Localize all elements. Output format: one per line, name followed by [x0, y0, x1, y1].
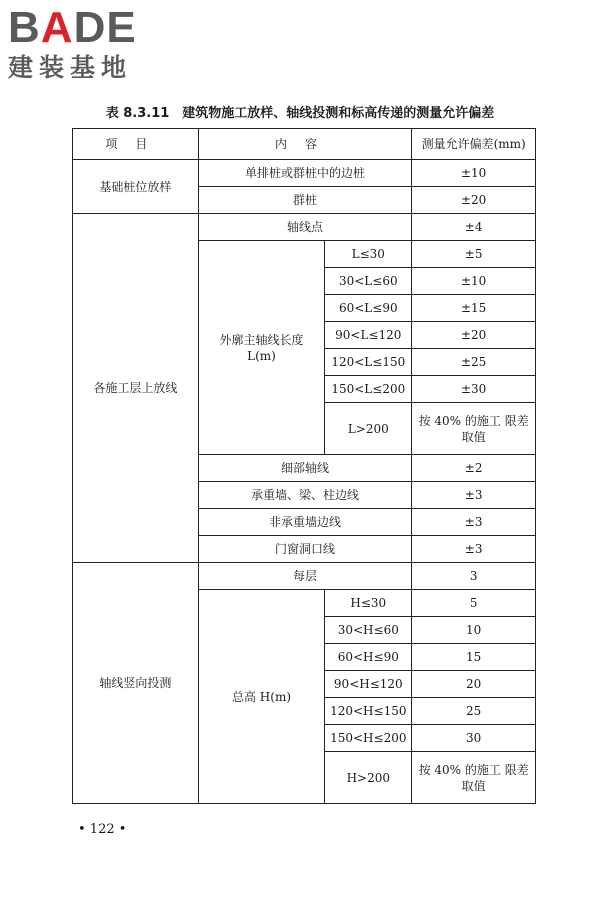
cell-value: 按 40% 的施工 限差取值 — [412, 752, 536, 804]
cell-value: ±3 — [412, 536, 536, 563]
cell-range: L≤30 — [325, 241, 412, 268]
cell-range: 120<L≤150 — [325, 349, 412, 376]
cell-range: 60<H≤90 — [325, 644, 412, 671]
cell-value: ±5 — [412, 241, 536, 268]
cell-range: 30<L≤60 — [325, 268, 412, 295]
cell-range: H>200 — [325, 752, 412, 804]
logo-subtitle: 建装基地 — [8, 53, 133, 82]
cell-range: 150<L≤200 — [325, 376, 412, 403]
brand-logo — [8, 3, 137, 84]
page-number: • 122 • — [78, 822, 127, 837]
cell-value: ±20 — [412, 187, 536, 214]
cell-value: 5 — [412, 590, 536, 617]
logo-wordmark: BADE — [8, 3, 137, 52]
cell-range: 150<H≤200 — [325, 725, 412, 752]
table-caption: 表 8.3.11 建筑物施工放样、轴线投测和标高传递的测量允许偏差 — [105, 106, 495, 121]
table-header-row — [73, 129, 536, 160]
cell-value: ±15 — [412, 295, 536, 322]
group-label-foundation: 基础桩位放样 — [73, 160, 199, 214]
cell-range: 60<L≤90 — [325, 295, 412, 322]
cell-value: ±3 — [412, 482, 536, 509]
outer-axis-unit: L(m) — [247, 348, 276, 363]
group-label-vertical: 轴线竖向投测 — [73, 563, 199, 804]
header-item: 项目 — [73, 129, 199, 160]
outer-axis-text: 外廓主轴线长度 — [219, 332, 304, 347]
cell-range: H≤30 — [325, 590, 412, 617]
total-height-label — [198, 590, 325, 804]
cell-content: 单排桩或群桩中的边桩 — [198, 160, 412, 187]
cell-value: 30 — [412, 725, 536, 752]
cell-range: 90<L≤120 — [325, 322, 412, 349]
header-content: 内容 — [198, 129, 412, 160]
cell-value: ±2 — [412, 455, 536, 482]
tolerance-table — [72, 128, 536, 804]
table-row — [73, 160, 536, 187]
table-row — [73, 563, 536, 590]
cell-value: 20 — [412, 671, 536, 698]
table-row — [73, 214, 536, 241]
cell-value: 15 — [412, 644, 536, 671]
cell-value: 按 40% 的施工 限差取值 — [412, 403, 536, 455]
header-tolerance: 测量允许偏差(mm) — [412, 129, 536, 160]
cell-value: ±20 — [412, 322, 536, 349]
cell-range: 30<H≤60 — [325, 617, 412, 644]
cell-range: L>200 — [325, 403, 412, 455]
cell-value: 25 — [412, 698, 536, 725]
cell-content: 每层 — [198, 563, 412, 590]
cell-value: ±30 — [412, 376, 536, 403]
outer-axis-label — [198, 241, 325, 455]
cell-value: ±25 — [412, 349, 536, 376]
cell-content: 门窗洞口线 — [198, 536, 412, 563]
cell-range: 90<H≤120 — [325, 671, 412, 698]
cell-value: ±10 — [412, 160, 536, 187]
cell-value: 3 — [412, 563, 536, 590]
cell-content: 非承重墙边线 — [198, 509, 412, 536]
cell-content: 轴线点 — [198, 214, 412, 241]
total-height-text: 总高 — [231, 689, 256, 704]
cell-content: 群桩 — [198, 187, 412, 214]
cell-value: ±10 — [412, 268, 536, 295]
cell-value: ±3 — [412, 509, 536, 536]
cell-value: 10 — [412, 617, 536, 644]
total-height-unit: H(m) — [259, 689, 292, 704]
cell-value: ±4 — [412, 214, 536, 241]
cell-content: 细部轴线 — [198, 455, 412, 482]
cell-content: 承重墙、梁、柱边线 — [198, 482, 412, 509]
group-label-layout: 各施工层上放线 — [73, 214, 199, 563]
cell-range: 120<H≤150 — [325, 698, 412, 725]
